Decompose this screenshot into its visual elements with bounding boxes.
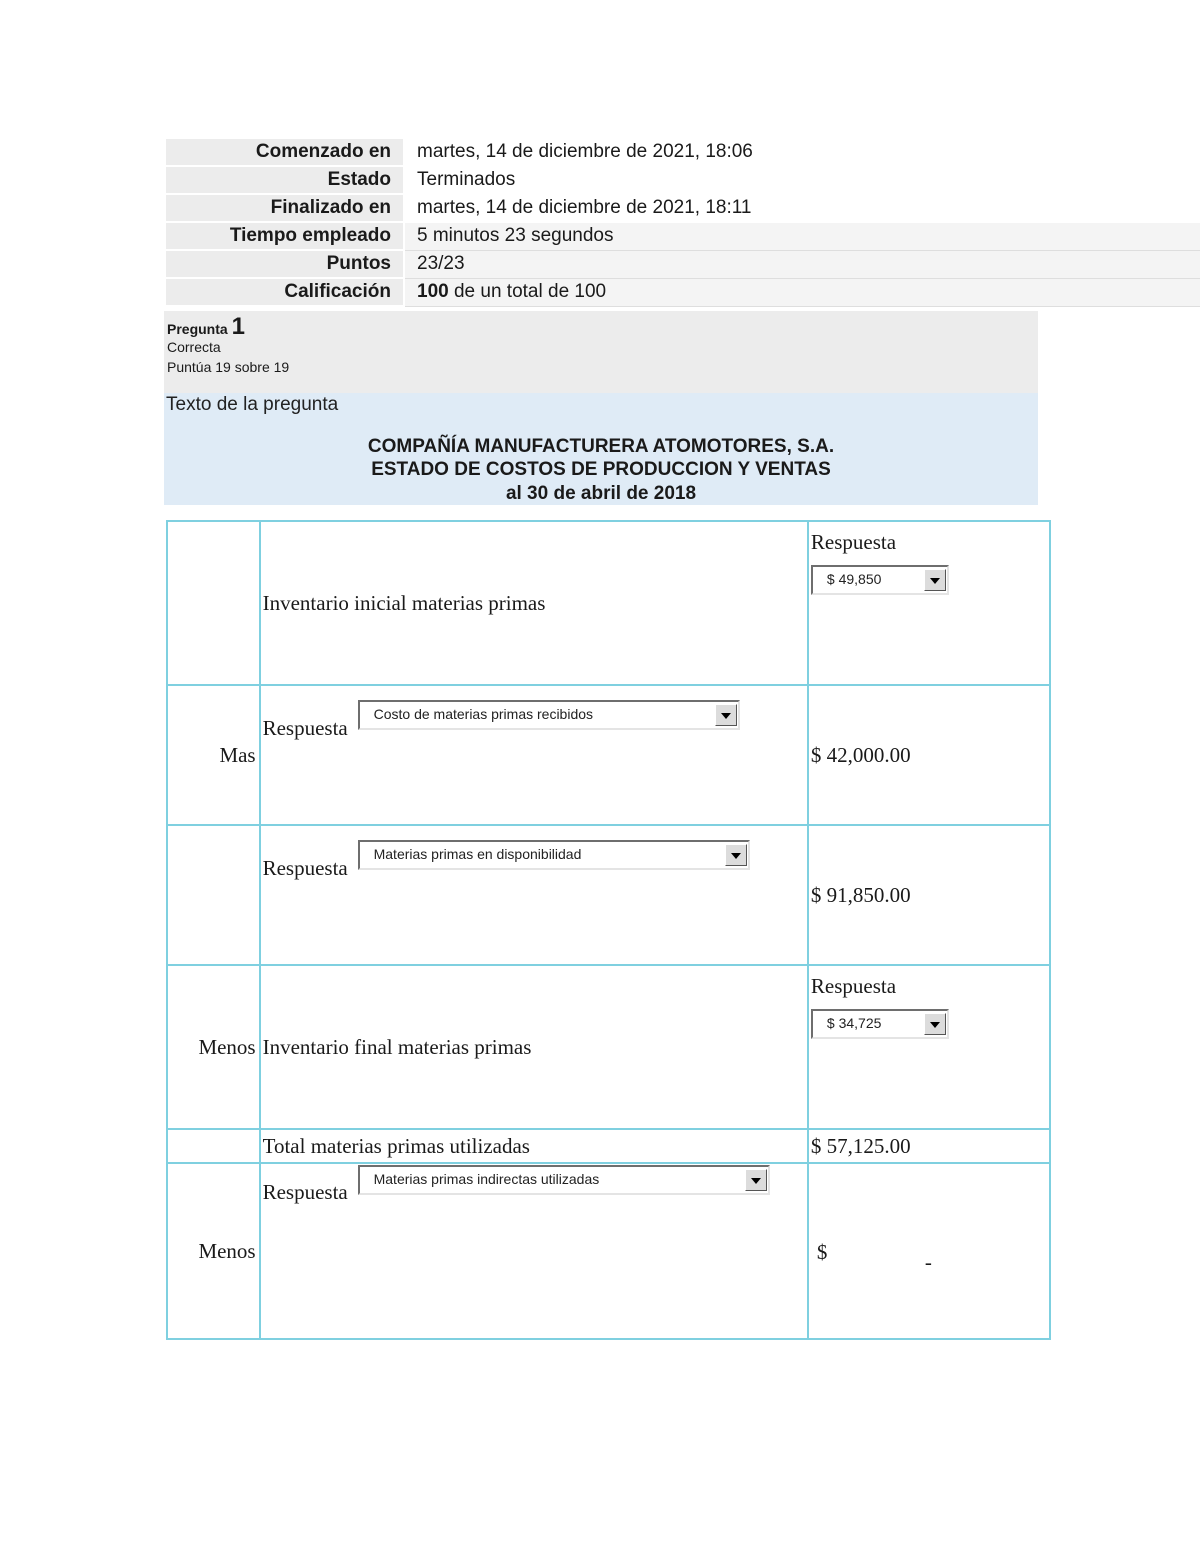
table-row	[167, 825, 1050, 965]
chevron-down-icon	[715, 704, 737, 726]
summary-row-grade	[166, 278, 1200, 306]
row-concept: Total materias primas utilizadas	[260, 1129, 808, 1163]
row-concept: Inventario inicial materias primas	[260, 521, 808, 685]
answer-label: Respuesta	[810, 974, 897, 998]
answer-label: Respuesta	[262, 856, 348, 880]
summary-value	[405, 278, 1200, 306]
summary-key: Comenzado en	[166, 139, 403, 166]
row-amount: $ 91,850.00	[808, 825, 1050, 965]
chevron-down-icon	[725, 844, 747, 866]
summary-value: martes, 14 de diciembre de 2021, 18:06	[405, 139, 1200, 166]
summary-key: Puntos	[166, 250, 403, 278]
summary-key: Estado	[166, 166, 403, 194]
row-operator	[167, 521, 260, 685]
row-operator: Mas	[167, 685, 260, 825]
indirect-materials-select[interactable]: Materias primas indirectas utilizadas	[358, 1165, 770, 1195]
question-info	[164, 311, 1038, 393]
final-inventory-select[interactable]: $ 34,725	[811, 1009, 949, 1039]
statement-heading: ESTADO DE COSTOS DE PRODUCCION Y VENTAS	[371, 459, 831, 480]
row-concept: Inventario final materias primas	[260, 965, 808, 1129]
initial-inventory-select[interactable]: $ 49,850	[811, 565, 949, 595]
answer-label: Respuesta	[262, 1180, 348, 1204]
table-row	[167, 1129, 1050, 1163]
summary-row-state	[166, 166, 1200, 194]
question-status: Correcta	[167, 339, 221, 355]
grade-value: 100	[417, 281, 449, 302]
row-amount-currency: $	[816, 1240, 828, 1264]
summary-key: Finalizado en	[166, 194, 403, 222]
table-row	[167, 1163, 1050, 1339]
summary-value: martes, 14 de diciembre de 2021, 18:11	[405, 194, 1200, 222]
chevron-down-icon	[924, 1013, 946, 1035]
table-row	[167, 521, 1050, 685]
table-row	[167, 685, 1050, 825]
summary-row-points	[166, 250, 1200, 278]
summary-value: Terminados	[405, 166, 1200, 194]
cost-statement-table	[166, 520, 1051, 1340]
summary-value: 23/23	[405, 250, 1200, 278]
purchases-concept-select[interactable]: Costo de materias primas recibidos	[358, 700, 740, 730]
summary-value: 5 minutos 23 segundos	[405, 222, 1200, 250]
summary-key: Calificación	[166, 278, 403, 306]
answer-label: Respuesta	[262, 716, 348, 740]
summary-row-finished	[166, 194, 1200, 222]
row-amount-dash: -	[924, 1250, 932, 1274]
row-operator: Menos	[167, 1163, 260, 1339]
question-points: Puntúa 19 sobre 19	[167, 359, 290, 375]
row-operator: Menos	[167, 965, 260, 1129]
row-amount: $ 42,000.00	[808, 685, 1050, 825]
table-row	[167, 965, 1050, 1129]
question-text	[164, 393, 1038, 505]
row-operator	[167, 1129, 260, 1163]
grade-total: de un total de 100	[448, 281, 607, 302]
question-number: Pregunta 1	[167, 313, 245, 340]
answer-label: Respuesta	[810, 530, 897, 554]
attempt-summary-table	[166, 139, 1200, 307]
question-text-label: Texto de la pregunta	[166, 394, 339, 415]
row-amount: $ 57,125.00	[808, 1129, 1050, 1163]
summary-key: Tiempo empleado	[166, 222, 403, 250]
chevron-down-icon	[745, 1169, 767, 1191]
available-materials-select[interactable]: Materias primas en disponibilidad	[358, 840, 750, 870]
summary-row-started	[166, 139, 1200, 166]
summary-row-time	[166, 222, 1200, 250]
date-heading: al 30 de abril de 2018	[505, 483, 697, 504]
chevron-down-icon	[924, 569, 946, 591]
row-operator	[167, 825, 260, 965]
company-heading: COMPAÑÍA MANUFACTURERA ATOMOTORES, S.A.	[367, 436, 835, 457]
